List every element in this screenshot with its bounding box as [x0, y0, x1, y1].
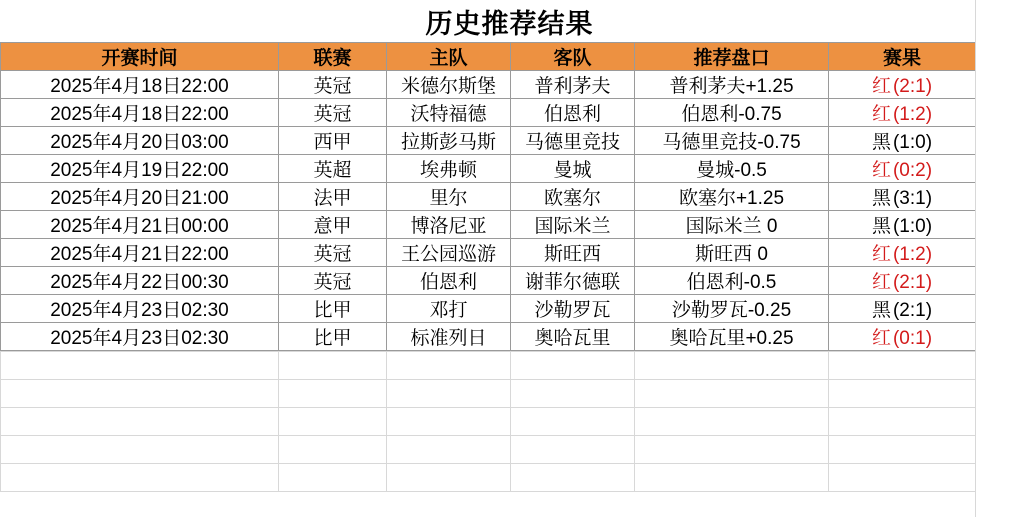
- empty-cell: [1, 352, 279, 380]
- cell-away-team: 斯旺西: [511, 239, 635, 267]
- result-label: 红: [871, 328, 891, 349]
- empty-cell: [279, 408, 387, 436]
- cell-result: [829, 295, 976, 323]
- cell-league: 西甲: [279, 127, 387, 155]
- cell-handicap: 欧塞尔+1.25: [635, 183, 829, 211]
- cell-home-team: 王公园巡游: [387, 239, 511, 267]
- cell-result: [829, 71, 976, 99]
- result-score: (0:1): [892, 328, 933, 349]
- cell-home-team: 博洛尼亚: [387, 211, 511, 239]
- column-header-league: 联赛: [279, 43, 387, 71]
- empty-cell: [829, 352, 976, 380]
- empty-row: [1, 436, 976, 464]
- cell-league: 法甲: [279, 183, 387, 211]
- empty-cell: [829, 380, 976, 408]
- cell-home-team: 伯恩利: [387, 267, 511, 295]
- cell-league: 英冠: [279, 99, 387, 127]
- empty-cell: [635, 380, 829, 408]
- cell-home-team: 里尔: [387, 183, 511, 211]
- table-row: [1, 295, 976, 323]
- empty-cell: [387, 436, 511, 464]
- cell-time: 2025年4月19日22:00: [1, 155, 279, 183]
- empty-cell: [511, 380, 635, 408]
- table-row: [1, 267, 976, 295]
- cell-handicap: 斯旺西 0: [635, 239, 829, 267]
- empty-cell: [279, 380, 387, 408]
- cell-handicap: 普利茅夫+1.25: [635, 71, 829, 99]
- empty-cell: [387, 464, 511, 492]
- cell-away-team: 马德里竞技: [511, 127, 635, 155]
- cell-result: [829, 127, 976, 155]
- cell-league: 英冠: [279, 239, 387, 267]
- cell-handicap: 国际米兰 0: [635, 211, 829, 239]
- table-row: [1, 127, 976, 155]
- cell-league: 比甲: [279, 323, 387, 351]
- column-header-away-team: 客队: [511, 43, 635, 71]
- cell-away-team: 普利茅夫: [511, 71, 635, 99]
- empty-cell: [635, 408, 829, 436]
- cell-result: [829, 155, 976, 183]
- empty-cell: [279, 352, 387, 380]
- result-score: (0:2): [892, 160, 933, 181]
- result-label: 黑: [871, 188, 891, 209]
- cell-away-team: 谢菲尔德联: [511, 267, 635, 295]
- empty-cell: [511, 408, 635, 436]
- result-label: 红: [871, 272, 891, 293]
- table-row: [1, 239, 976, 267]
- result-label: 红: [871, 76, 891, 97]
- cell-result: [829, 183, 976, 211]
- empty-cell: [635, 436, 829, 464]
- cell-result: [829, 323, 976, 351]
- cell-result: [829, 211, 976, 239]
- cell-away-team: 奥哈瓦里: [511, 323, 635, 351]
- cell-handicap: 奥哈瓦里+0.25: [635, 323, 829, 351]
- cell-time: 2025年4月21日00:00: [1, 211, 279, 239]
- column-header-home-team: 主队: [387, 43, 511, 71]
- cell-away-team: 欧塞尔: [511, 183, 635, 211]
- empty-rows-area: [0, 351, 975, 492]
- empty-cell: [387, 408, 511, 436]
- page-title: 历史推荐结果: [425, 8, 594, 39]
- result-score: (2:1): [892, 300, 933, 321]
- result-label: 红: [871, 244, 891, 265]
- cell-handicap: 马德里竞技-0.75: [635, 127, 829, 155]
- result-label: 红: [871, 160, 891, 181]
- table-row: [1, 155, 976, 183]
- empty-cell: [1, 464, 279, 492]
- cell-league: 英冠: [279, 71, 387, 99]
- empty-cell: [387, 352, 511, 380]
- empty-cell: [279, 464, 387, 492]
- cell-home-team: 邓打: [387, 295, 511, 323]
- cell-home-team: 拉斯彭马斯: [387, 127, 511, 155]
- empty-cell: [829, 408, 976, 436]
- cell-away-team: 伯恩利: [511, 99, 635, 127]
- table-row: [1, 183, 976, 211]
- empty-grid-body: [1, 352, 976, 492]
- table-row: [1, 323, 976, 351]
- cell-handicap: 伯恩利-0.5: [635, 267, 829, 295]
- result-score: (1:2): [892, 104, 933, 125]
- cell-league: 英超: [279, 155, 387, 183]
- empty-cell: [511, 352, 635, 380]
- page-title-row: [0, 0, 1019, 42]
- empty-cell: [829, 464, 976, 492]
- cell-away-team: 沙勒罗瓦: [511, 295, 635, 323]
- empty-cell: [635, 352, 829, 380]
- result-score: (3:1): [892, 188, 933, 209]
- cell-handicap: 伯恩利-0.75: [635, 99, 829, 127]
- empty-cell: [279, 436, 387, 464]
- result-score: (1:2): [892, 244, 933, 265]
- cell-handicap: 曼城-0.5: [635, 155, 829, 183]
- result-label: 黑: [871, 132, 891, 153]
- empty-row: [1, 464, 976, 492]
- cell-time: 2025年4月20日03:00: [1, 127, 279, 155]
- empty-cell: [635, 464, 829, 492]
- cell-home-team: 米德尔斯堡: [387, 71, 511, 99]
- cell-home-team: 标准列日: [387, 323, 511, 351]
- result-score: (1:0): [892, 132, 933, 153]
- empty-row: [1, 408, 976, 436]
- table-row: [1, 99, 976, 127]
- empty-cell: [1, 436, 279, 464]
- cell-result: [829, 239, 976, 267]
- cell-league: 比甲: [279, 295, 387, 323]
- cell-time: 2025年4月21日22:00: [1, 239, 279, 267]
- result-label: 红: [871, 104, 891, 125]
- column-header-time: 开赛时间: [1, 43, 279, 71]
- empty-cell: [1, 408, 279, 436]
- cell-time: 2025年4月22日00:30: [1, 267, 279, 295]
- table-row: [1, 71, 976, 99]
- cell-result: [829, 99, 976, 127]
- column-header-handicap: 推荐盘口: [635, 43, 829, 71]
- cell-away-team: 国际米兰: [511, 211, 635, 239]
- cell-time: 2025年4月18日22:00: [1, 99, 279, 127]
- empty-cell: [511, 436, 635, 464]
- empty-cell: [387, 380, 511, 408]
- empty-cell: [829, 436, 976, 464]
- cell-home-team: 沃特福德: [387, 99, 511, 127]
- column-header-result: 赛果: [829, 43, 976, 71]
- table-row: [1, 211, 976, 239]
- cell-league: 英冠: [279, 267, 387, 295]
- empty-row: [1, 380, 976, 408]
- cell-time: 2025年4月23日02:30: [1, 323, 279, 351]
- cell-time: 2025年4月20日21:00: [1, 183, 279, 211]
- cell-away-team: 曼城: [511, 155, 635, 183]
- empty-cell: [1, 380, 279, 408]
- cell-handicap: 沙勒罗瓦-0.25: [635, 295, 829, 323]
- result-label: 黑: [871, 216, 891, 237]
- table-header: [1, 43, 976, 71]
- result-score: (2:1): [892, 76, 933, 97]
- empty-row: [1, 352, 976, 380]
- result-score: (1:0): [892, 216, 933, 237]
- cell-result: [829, 267, 976, 295]
- result-label: 黑: [871, 300, 891, 321]
- cell-league: 意甲: [279, 211, 387, 239]
- history-results-table: [0, 42, 976, 351]
- empty-cell: [511, 464, 635, 492]
- result-score: (2:1): [892, 272, 933, 293]
- sheet-right-margin: [975, 0, 1019, 517]
- cell-time: 2025年4月23日02:30: [1, 295, 279, 323]
- table-body: [1, 71, 976, 351]
- empty-grid: [0, 351, 976, 492]
- cell-home-team: 埃弗顿: [387, 155, 511, 183]
- cell-time: 2025年4月18日22:00: [1, 71, 279, 99]
- header-row: [1, 43, 976, 71]
